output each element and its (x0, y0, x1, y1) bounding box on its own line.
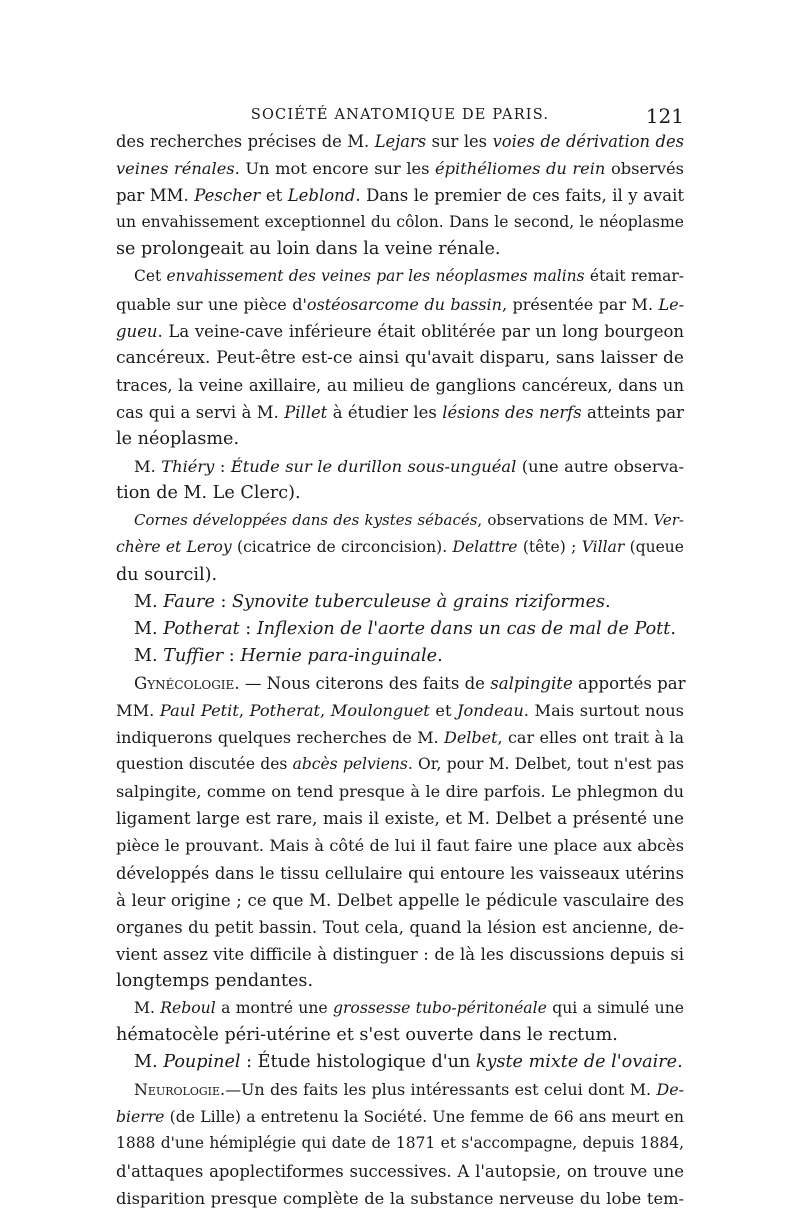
text-line: un envahissement exceptionnel du côlon. Dans le second, le néoplasme (116, 213, 684, 232)
text-line: chère et Leroy (cicatrice de circoncision). Delattre (tête) ; Villar (queue (116, 538, 684, 557)
text-line: Gynécologie. — Nous citerons des faits de salpingite apportés par (134, 673, 686, 693)
text-line: longtemps pendantes. (116, 970, 314, 991)
text-line: quable sur une pièce d'ostéosarcome du bassin, présentée par M. Le- (116, 294, 684, 314)
text-line: se prolongeait au loin dans la veine rénale. (116, 239, 501, 260)
text-line: hématocèle péri-utérine et s'est ouverte dans le rectum. (116, 1025, 618, 1046)
text-line: bierre (de Lille) a entretenu la Société. Une femme de 66 ans meurt en (116, 1107, 684, 1127)
text-line: à leur origine ; ce que M. Delbet appelle le pédicule vasculaire des (116, 890, 684, 910)
text-line: salpingite, comme on tend presque à le dire parfois. Le phlegmon du (116, 782, 684, 802)
text-line: MM. Paul Petit, Potherat, Moulonguet et Jondeau. Mais surtout nous (116, 700, 684, 720)
text-line: gueu. La veine-cave inférieure était oblitérée par un long bourgeon (116, 321, 684, 341)
text-line: par MM. Pescher et Leblond. Dans le premier de ces faits, il y avait (116, 186, 684, 206)
text-line: M. Poupinel : Étude histologique d'un kyste mixte de l'ovaire. (134, 1052, 683, 1073)
text-line: pièce le prouvant. Mais à côté de lui il faut faire une place aux abcès (116, 836, 684, 856)
text-line: M. Reboul a montré une grossesse tubo-péritonéale qui a simulé une (134, 999, 684, 1017)
text-line: M. Tuffier : Hernie para-inguinale. (134, 645, 443, 666)
text-line: Cornes développées dans des kystes sébacés, observations de MM. Ver- (134, 511, 684, 530)
text-line: Cet envahissement des veines par les néoplasmes malins était remar- (134, 267, 684, 286)
text-line: M. Potherat : Inflexion de l'aorte dans un cas de mal de Pott. (134, 618, 676, 639)
text-line: M. Thiéry : Étude sur le durillon sous-unguéal (une autre observa- (134, 457, 684, 477)
text-line: cas qui a servi à M. Pillet à étudier les lésions des nerfs atteints par (116, 402, 684, 422)
text-line: développés dans le tissu cellulaire qui entoure les vaisseaux utérins (116, 863, 684, 883)
text-line: disparition presque complète de la substance nerveuse du lobe tem- (116, 1188, 684, 1208)
text-line: des recherches précises de M. Lejars sur les voies de dérivation des (116, 132, 684, 151)
text-line: traces, la veine axillaire, au milieu de ganglions cancéreux, dans un (116, 375, 684, 395)
text-line: Neurologie.—Un des faits les plus intéressants est celui dont M. De- (134, 1080, 684, 1100)
page-number: 121 (645, 104, 684, 128)
text-line: M. Faure : Synovite tuberculeuse à grains riziformes. (134, 591, 611, 612)
text-line: question discutée des abcès pelviens. Or, pour M. Delbet, tout n'est pas (116, 755, 684, 774)
text-line: veines rénales. Un mot encore sur les épithéliomes du rein observés (116, 159, 684, 179)
text-line: cancéreux. Peut-être est-ce ainsi qu'avait disparu, sans laisser de (116, 347, 684, 368)
text-line: vient assez vite difficile à distinguer : de là les discussions depuis si (116, 944, 684, 964)
running-head: SOCIÉTÉ ANATOMIQUE DE PARIS. (250, 107, 550, 123)
body-text (116, 128, 684, 1212)
text-line: le néoplasme. (116, 429, 240, 450)
text-line: organes du petit bassin. Tout cela, quand la lésion est ancienne, de- (116, 917, 684, 937)
text-line: d'attaques apoplectiformes successives. A l'autopsie, on trouve une (116, 1161, 684, 1181)
text-line: 1888 d'une hémiplégie qui date de 1871 et s'accompagne, depuis 1884, (116, 1134, 684, 1153)
text-line: du sourcil). (116, 564, 218, 585)
text-line: tion de M. Le Clerc). (116, 483, 301, 504)
text-line: ligament large est rare, mais il existe, et M. Delbet a présenté une (116, 808, 684, 829)
text-line: indiquerons quelques recherches de M. Delbet, car elles ont trait à la (116, 728, 685, 748)
